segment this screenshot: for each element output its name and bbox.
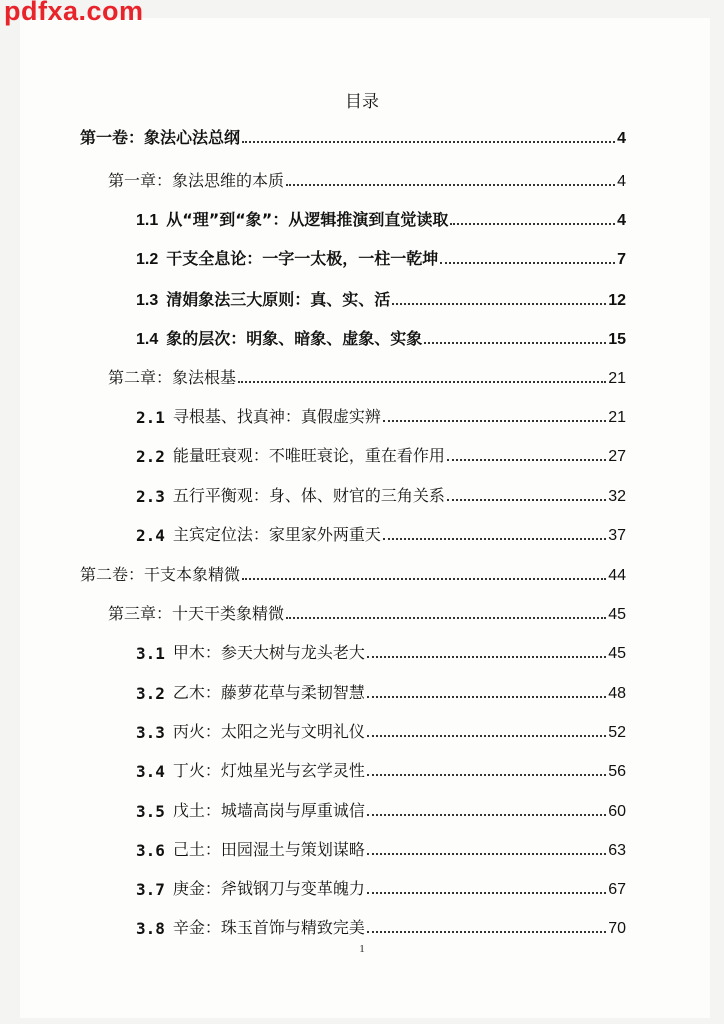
toc-entry-page: 56 [608,763,626,780]
toc-entry[interactable] [136,286,626,310]
toc-entry-page: 21 [608,409,626,426]
toc-entry-page: 48 [608,685,626,702]
toc-entry[interactable] [136,718,626,742]
toc-leader-dots [450,223,615,225]
toc-entry[interactable] [136,757,626,781]
toc-leader-dots [367,853,606,855]
toc-entry[interactable] [136,521,626,545]
toc-entry-page: 60 [608,803,626,820]
toc-entry-page: 15 [608,331,626,348]
toc-entry-text: 庚金：斧钺钢刀与变革魄力 [172,879,365,898]
toc-leader-dots [238,381,606,383]
toc-entry-text: 己土：田园湿土与策划谋略 [172,840,365,859]
toc-leader-dots [383,538,606,540]
toc-leader-dots [286,184,615,186]
toc-entry-text: 寻根基、找真神：真假虚实辨 [172,407,381,426]
toc-entry-number: 3.6 [136,841,165,860]
toc-entry-text: 清娟象法三大原则：真、实、活 [166,290,391,309]
toc-entry-text: 干支全息论：一字一太极，一柱一乾坤 [166,249,439,268]
toc-entry-number: 3.4 [136,762,165,781]
toc-entry-text: 从“理”到“象”：从逻辑推演到直觉读取 [166,210,449,229]
toc-leader-dots [367,696,606,698]
toc-entry[interactable] [80,561,626,585]
toc-entry-text: 第二卷：干支本象精微 [80,565,241,584]
toc-leader-dots [286,617,606,619]
toc-leader-dots [367,735,606,737]
toc-entry-page: 4 [617,130,626,147]
toc-entry-page: 67 [608,881,626,898]
toc-entry-page: 37 [608,527,626,544]
toc-entry[interactable] [136,206,626,230]
toc-entry-number: 2.1 [136,408,165,427]
toc-leader-dots [367,931,606,933]
toc-entry-page: 70 [608,920,626,937]
toc-entry-text: 戊土：城墙高岗与厚重诚信 [172,801,365,820]
toc-entry-page: 21 [608,370,626,387]
toc-leader-dots [424,342,606,344]
toc-entry-number: 2.4 [136,526,165,545]
toc-entry-number: 3.7 [136,880,165,899]
toc-entry-text: 丁火：灯烛星光与玄学灵性 [172,761,365,780]
toc-entry[interactable] [136,836,626,860]
toc-entry-text: 第三章：十天干类象精微 [108,604,285,623]
toc-entry-page: 44 [608,567,626,584]
toc-entry-number: 3.1 [136,644,165,663]
toc-entry-number: 3.3 [136,723,165,742]
toc-entry-text: 辛金：珠玉首饰与精致完美 [172,918,365,937]
toc-entry[interactable] [136,325,626,349]
toc-entry-text: 五行平衡观：身、体、财官的三角关系 [172,486,445,505]
toc-leader-dots [367,656,606,658]
toc-entry-page: 7 [617,251,626,268]
toc-leader-dots [367,814,606,816]
toc-entry[interactable] [136,245,626,269]
toc-entry[interactable] [80,124,626,148]
toc-entry-page: 4 [617,173,626,190]
toc-leader-dots [447,459,606,461]
toc-entry[interactable] [136,442,626,466]
toc-entry-page: 52 [608,724,626,741]
toc-leader-dots [440,262,615,264]
toc-leader-dots [242,141,615,143]
toc-entry[interactable] [136,797,626,821]
toc-entry-number: 1.4 [136,331,159,348]
page-number: 1 [359,943,365,955]
toc-leader-dots [367,774,606,776]
toc-entry-text: 第一章：象法思维的本质 [108,171,285,190]
toc-entry-page: 4 [617,212,626,229]
toc-entry-number: 1.3 [136,292,159,309]
toc-leader-dots [367,892,606,894]
toc-entry[interactable] [108,167,626,191]
toc-entry-text: 丙火：太阳之光与文明礼仪 [172,722,365,741]
toc-entry[interactable] [108,600,626,624]
toc-entry-page: 45 [608,645,626,662]
toc-entry-text: 主宾定位法：家里家外两重天 [172,525,381,544]
toc-entry-page: 27 [608,448,626,465]
toc-entry-number: 2.2 [136,447,165,466]
toc-entry-number: 1.2 [136,251,159,268]
toc-entry-page: 12 [608,292,626,309]
toc-leader-dots [392,303,606,305]
toc-entry[interactable] [136,639,626,663]
toc-entry-number: 2.3 [136,487,165,506]
toc-entry-text: 能量旺衰观：不唯旺衰论，重在看作用 [172,446,445,465]
toc-entry-number: 1.1 [136,212,159,229]
toc-entry[interactable] [136,875,626,899]
toc-leader-dots [242,578,606,580]
toc-entry-number: 3.2 [136,684,165,703]
toc-title: 目录 [345,92,379,112]
toc-entry-text: 乙木：藤萝花草与柔韧智慧 [172,683,365,702]
toc-entry-page: 32 [608,488,626,505]
toc-entry-number: 3.8 [136,919,165,938]
toc-entry-page: 45 [608,606,626,623]
toc-entry-page: 63 [608,842,626,859]
toc-entry[interactable] [136,914,626,938]
toc-entry[interactable] [136,403,626,427]
toc-entry[interactable] [136,679,626,703]
toc-entry-text: 甲木：参天大树与龙头老大 [172,643,365,662]
toc-entry-number: 3.5 [136,802,165,821]
toc-leader-dots [447,499,606,501]
toc-entry[interactable] [108,364,626,388]
toc-entry-text: 第二章：象法根基 [108,368,237,387]
watermark-logo: pdfxa.com [4,0,144,26]
toc-leader-dots [383,420,606,422]
toc-entry-text: 第一卷：象法心法总纲 [80,128,241,147]
toc-entry[interactable] [136,482,626,506]
toc-entry-text: 象的层次：明象、暗象、虚象、实象 [166,329,423,348]
